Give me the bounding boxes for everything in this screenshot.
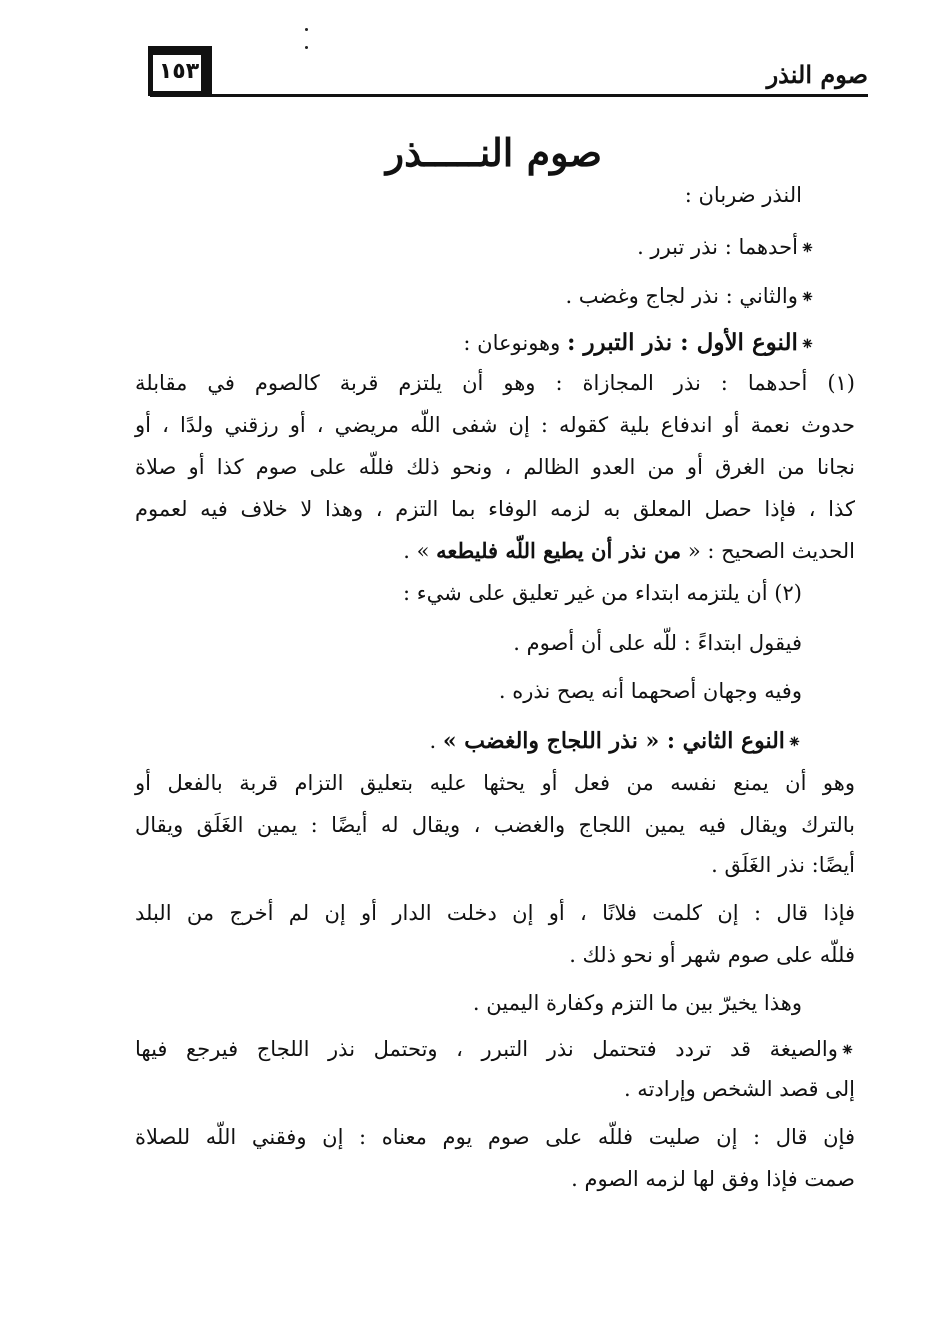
asterism-icon: ⁕ xyxy=(839,1040,855,1061)
text-line: حدوث نعمة أو اندفاع بلية كقوله : إن شفى اللّه مريضي ، أو رزقني ولدًا ، أو xyxy=(135,413,855,437)
heading-text: النوع الثاني : « نذر اللجاج والغضب » xyxy=(442,728,785,754)
asterism-icon: ⁕ xyxy=(799,287,815,308)
text-span: والصيغة قد تردد فتحتمل نذر التبرر ، وتحتمل نذر اللجاج فيرجع فيها xyxy=(135,1037,838,1061)
text-line xyxy=(565,281,815,313)
text-line xyxy=(637,232,815,264)
text-line: إلى قصد الشخص وإرادته . xyxy=(623,1077,855,1101)
asterism-icon: ⁕ xyxy=(799,238,815,259)
text-span: . xyxy=(429,729,443,753)
text-span: والثاني : نذر لجاج وغضب . xyxy=(565,284,798,308)
section-heading xyxy=(463,328,815,360)
print-speck xyxy=(305,28,308,31)
text-line: فيقول ابتداءً : للّه على أن أصوم . xyxy=(513,631,802,655)
header-rule xyxy=(150,94,868,97)
text-line: (١) أحدهما : نذر المجازاة : وهو أن يلتزم قربة كالصوم في مقابلة xyxy=(135,371,855,395)
asterism-icon: ⁕ xyxy=(799,334,815,355)
text-line: النذر ضربان : xyxy=(684,183,802,207)
asterism-icon: ⁕ xyxy=(786,732,802,753)
text-span: » . xyxy=(403,539,430,563)
text-line xyxy=(403,536,855,566)
text-span: أحدهما : نذر تبرر . xyxy=(637,235,798,259)
text-line: صمت فإذا وفق لها لزمه الصوم . xyxy=(571,1167,855,1191)
text-line: كذا ، فإذا حصل المعلق به لزمه الوفاء بما التزم ، وهذا لا خلاف فيه لعموم xyxy=(135,497,855,521)
hadith-quote: من نذر أن يطيع اللّه فليطعه xyxy=(436,538,682,563)
chapter-title: صوم النـــــذر xyxy=(385,130,602,175)
heading-text: النوع الأول : نذر التبرر : xyxy=(566,329,798,356)
text-line: نجانا من الغرق أو من العدو الظالم ، ونحو ذلك فللّه على صوم كذا أو صلاة xyxy=(135,455,855,479)
text-line: فإن قال : إن صليت فللّه على صوم يوم معناه : إن وفقني اللّه للصلاة xyxy=(135,1125,855,1149)
print-speck xyxy=(305,46,308,49)
text-line: وهذا يخيرّ بين ما التزم وكفارة اليمين . xyxy=(472,991,802,1015)
text-line xyxy=(135,1034,855,1066)
text-line: أيضًا: نذر الغَلَق . xyxy=(711,853,855,877)
page-number: ١٥٣ xyxy=(148,46,210,96)
text-span: الحديث الصحيح : « xyxy=(687,539,855,563)
text-line: (٢) أن يلتزمه ابتداء من غير تعليق على شيء : xyxy=(403,581,802,605)
text-line: بالترك ويقال فيه يمين اللجاج والغضب ، ويقال له أيضًا : يمين الغَلَق ويقال xyxy=(135,813,855,837)
text-line: وهو أن يمنع نفسه من فعل أو يحثها عليه بتعليق التزام قربة بالفعل أو xyxy=(135,771,855,795)
text-line: وفيه وجهان أصحهما أنه يصح نذره . xyxy=(498,679,802,703)
text-line: فللّه على صوم شهر أو نحو ذلك . xyxy=(569,943,855,967)
text-span: وهونوعان : xyxy=(463,331,561,355)
text-line: فإذا قال : إن كلمت فلانًا ، أو إن دخلت الدار أو إن لم أخرج من البلد xyxy=(135,901,855,925)
running-head: صوم النذر xyxy=(766,60,868,89)
section-heading xyxy=(430,726,802,758)
